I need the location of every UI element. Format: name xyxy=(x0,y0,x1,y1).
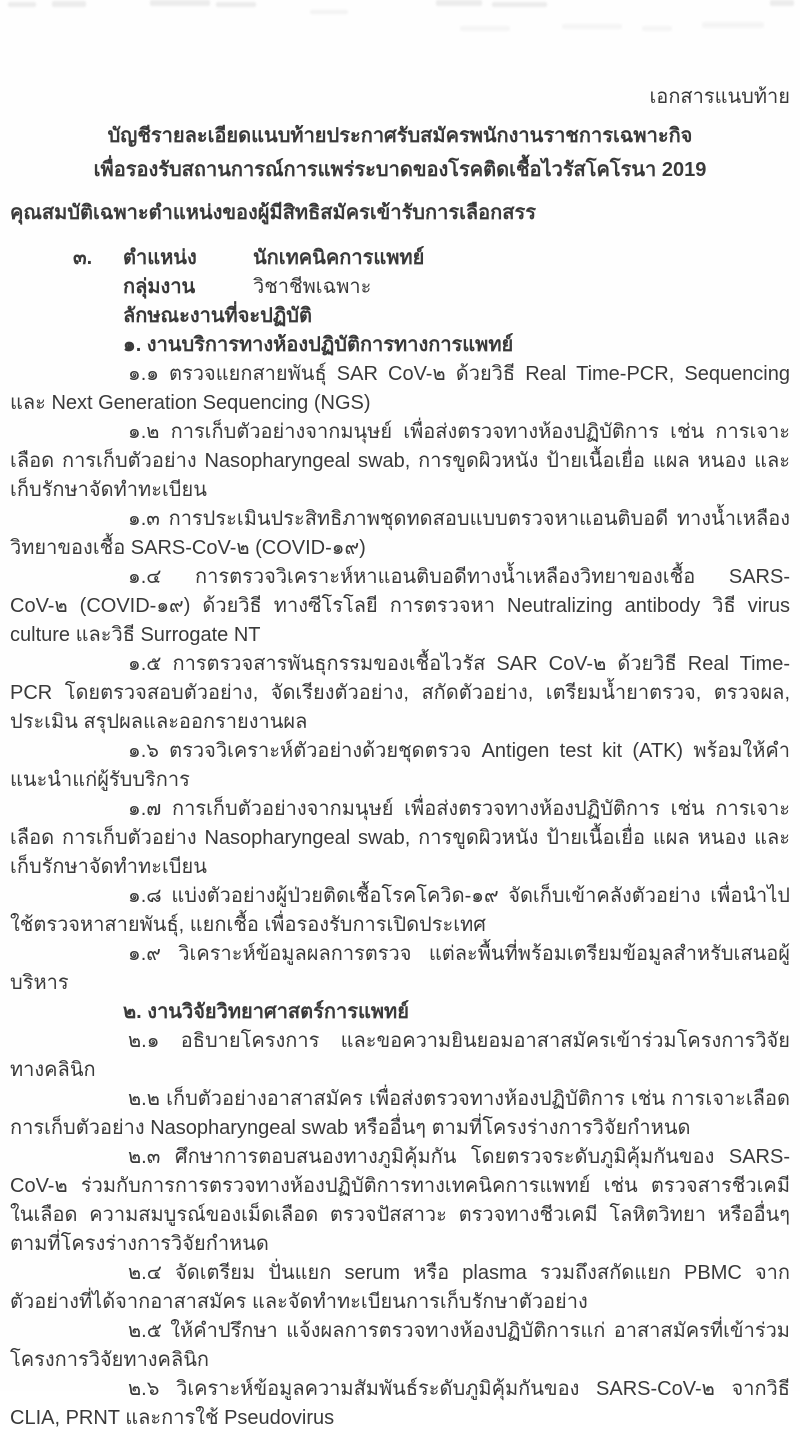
group-label: กลุ่มงาน xyxy=(123,276,196,298)
duty-section xyxy=(10,331,790,998)
qualifications-heading: คุณสมบัติเฉพาะตำแหน่งของผู้มีสิทธิสมัครเข้ารับการเลือกสรร xyxy=(10,202,536,224)
duty-item: ๒.๒ เก็บตัวอย่างอาสาสมัคร เพื่อส่งตรวจทางห้องปฏิบัติการ เช่น การเจาะเลือด การเก็บตัวอย่าง Nasopharyngeal swab หรืออื่นๆ ตามที่โครงร่างการวิจัยกำหนด xyxy=(10,1088,790,1139)
section-heading: ๒. งานวิจัยวิทยาศาสตร์การแพทย์ xyxy=(123,1001,409,1023)
duties-heading: ลักษณะงานที่จะปฏิบัติ xyxy=(123,305,312,327)
position-value: นักเทคนิคการแพทย์ xyxy=(253,247,425,269)
duty-item: ๑.๑ ตรวจแยกสายพันธุ์ SAR CoV-๒ ด้วยวิธี Real Time-PCR, Sequencing และ Next Generation Sequencing (NGS) xyxy=(10,363,790,414)
duty-item: ๑.๖ ตรวจวิเคราะห์ตัวอย่างด้วยชุดตรวจ Antigen test kit (ATK) พร้อมให้คำแนะนำแก่ผู้รับบริการ xyxy=(10,740,790,791)
document-title-line2: เพื่อรองรับสถานการณ์การแพร่ระบาดของโรคติดเชื้อไวรัสโคโรนา 2019 xyxy=(93,159,707,181)
duty-item: ๑.๗ การเก็บตัวอย่างจากมนุษย์ เพื่อส่งตรวจทางห้องปฏิบัติการ เช่น การเจาะเลือด การเก็บตัวอย่าง Nasopharyngeal swab, การขูดผิวหนัง ป้ายเนื้อเยื่อ แผล หนอง และเก็บรักษาจัดทำทะเบียน xyxy=(10,798,790,878)
duty-item: ๒.๓ ศึกษาการตอบสนองทางภูมิคุ้มกัน โดยตรวจระดับภูมิคุ้มกันของ SARS-CoV-๒ ร่วมกับการการตรวจทางห้องปฏิบัติการทางเทคนิคการแพทย์ เช่น ตรวจสารชีวเคมีในเลือด ความสมบูรณ์ของเม็ดเลือด ตรวจปัสสาวะ ตรวจทางชีวเคมี โลหิตวิทยา หรืออื่นๆ ตามที่โครงร่างการวิจัยกำหนด xyxy=(10,1146,790,1255)
position-label: ตำแหน่ง xyxy=(123,247,197,269)
duty-item: ๒.๔ จัดเตรียม ปั่นแยก serum หรือ plasma รวมถึงสกัดแยก PBMC จากตัวอย่างที่ได้จากอาสาสมัคร และจัดทำทะเบียนการเก็บรักษาตัวอย่าง xyxy=(10,1262,790,1313)
duty-section xyxy=(10,998,790,1433)
duty-item: ๑.๘ แบ่งตัวอย่างผู้ป่วยติดเชื้อโรคโควิด-๑๙ จัดเก็บเข้าคลังตัวอย่าง เพื่อนำไปใช้ตรวจหาสายพันธุ์, แยกเชื้อ เพื่อรองรับการเปิดประเทศ xyxy=(10,885,790,936)
group-row xyxy=(10,273,790,302)
duty-item: ๒.๖ วิเคราะห์ข้อมูลความสัมพันธ์ระดับภูมิคุ้มกันของ SARS-CoV-๒ จากวิธี CLIA, PRNT และการใช้ Pseudovirus xyxy=(10,1378,790,1429)
duty-item: ๑.๒ การเก็บตัวอย่างจากมนุษย์ เพื่อส่งตรวจทางห้องปฏิบัติการ เช่น การเจาะเลือด การเก็บตัวอย่าง Nasopharyngeal swab, การขูดผิวหนัง ป้ายเนื้อเยื่อ แผล หนอง และเก็บรักษาจัดทำทะเบียน xyxy=(10,421,790,501)
duty-item: ๑.๓ การประเมินประสิทธิภาพชุดทดสอบแบบตรวจหาแอนติบอดี ทางน้ำเหลืองวิทยาของเชื้อ SARS-CoV-๒ (COVID-๑๙) xyxy=(10,508,790,559)
duty-item: ๑.๙ วิเคราะห์ข้อมูลผลการตรวจ แต่ละพื้นที่พร้อมเตรียมข้อมูลสำหรับเสนอผู้บริหาร xyxy=(10,943,790,994)
duty-item: ๒.๑ อธิบายโครงการ และขอความยินยอมอาสาสมัครเข้าร่วมโครงการวิจัยทางคลินิก xyxy=(10,1030,790,1081)
position-block xyxy=(10,244,790,331)
attachment-label: เอกสารแนบท้าย xyxy=(649,86,790,108)
duty-item: ๒.๕ ให้คำปรึกษา แจ้งผลการตรวจทางห้องปฏิบัติการแก่ อาสาสมัครที่เข้าร่วม โครงการวิจัยทางคลินิก xyxy=(10,1320,790,1371)
section-heading: ๑. งานบริการทางห้องปฏิบัติการทางการแพทย์ xyxy=(123,334,514,356)
duty-item: ๑.๔ การตรวจวิเคราะห์หาแอนติบอดีทางน้ำเหลืองวิทยาของเชื้อ SARS-CoV-๒ (COVID-๑๙) ด้วยวิธี ทางซีโรโลยี การตรวจหา Neutralizing antibody วิธี virus culture และวิธี Surrogate NT xyxy=(10,566,790,646)
indent-spacer xyxy=(73,273,123,302)
duty-item: ๑.๕ การตรวจสารพันธุกรรมของเชื้อไวรัส SAR CoV-๒ ด้วยวิธี Real Time-PCR โดยตรวจสอบตัวอย่าง, จัดเรียงตัวอย่าง, สกัดตัวอย่าง, เตรียมน้ำยาตรวจ, ตรวจผล, ประเมิน สรุปผลและออกรายงานผล xyxy=(10,653,790,733)
position-row xyxy=(10,244,790,273)
position-item-number: ๓. xyxy=(73,247,93,269)
document-title-line1: บัญชีรายละเอียดแนบท้ายประกาศรับสมัครพนักงานราชการเฉพาะกิจ xyxy=(107,125,693,147)
duty-sections xyxy=(10,331,790,1433)
group-value: วิชาชีพเฉพาะ xyxy=(253,276,372,298)
